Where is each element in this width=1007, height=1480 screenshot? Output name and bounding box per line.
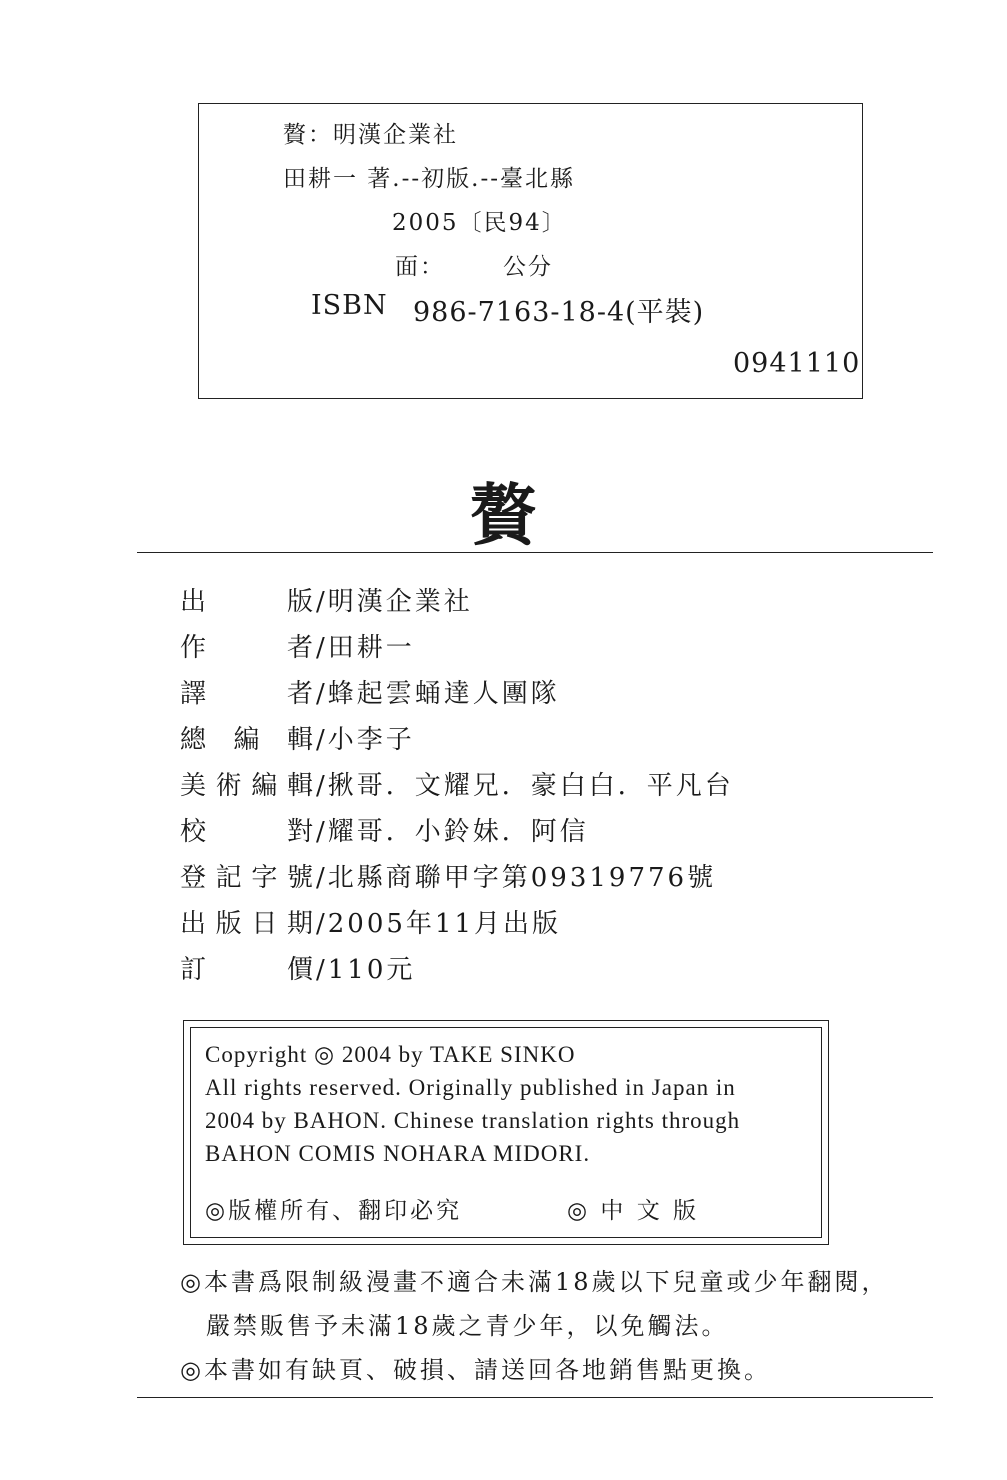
credit-row-chief-editor: 總編輯/小李子 bbox=[180, 725, 415, 755]
credit-value: 耀哥．小鈴妹．阿信 bbox=[327, 817, 589, 847]
credit-label: 訂價 bbox=[180, 955, 316, 985]
credit-row-publisher: 出版/明漢企業社 bbox=[180, 587, 473, 617]
credit-label: 出版日期 bbox=[180, 909, 316, 939]
replacement-notice: ◎本書如有缺頁、破損、請送回各地銷售點更換。 bbox=[180, 1356, 771, 1384]
credit-row-author: 作者/田耕一 bbox=[180, 633, 415, 663]
credit-value: 明漢企業社 bbox=[327, 587, 473, 617]
credit-value: 蜂起雲蛹達人團隊 bbox=[327, 679, 560, 709]
credit-row-translator: 譯者/蜂起雲蛹達人團隊 bbox=[180, 679, 560, 709]
copyright-line: 2004 by BAHON. Chinese translation rights through bbox=[205, 1108, 741, 1133]
cip-catalog-code: 0941110 bbox=[733, 348, 861, 379]
credit-row-registration: 登記字號/北縣商聯甲字第09319776號 bbox=[180, 863, 717, 893]
credit-value: 北縣商聯甲字第09319776號 bbox=[327, 863, 717, 893]
credit-row-art-editor: 美術編輯/揪哥．文耀兄．豪白白．平凡台 bbox=[180, 771, 734, 801]
rights-reserved-note: ◎版權所有、翻印必究 bbox=[205, 1198, 463, 1224]
book-title: 贅 bbox=[470, 476, 537, 554]
credit-label: 出版 bbox=[180, 587, 316, 617]
credit-value: 小李子 bbox=[327, 725, 415, 755]
copyright-line: All rights reserved. Originally published in Japan in bbox=[205, 1075, 736, 1100]
credit-value: 田耕一 bbox=[327, 633, 415, 663]
cip-pages-label: 面： bbox=[395, 254, 445, 280]
copyright-line: Copyright ◎ 2004 by TAKE SINKO bbox=[205, 1042, 576, 1067]
cip-isbn-value: 986-7163-18-4(平裝) bbox=[413, 297, 705, 328]
copyright-inner-frame bbox=[190, 1027, 822, 1238]
age-restriction-notice: ◎本書爲限制級漫畫不適合未滿18歲以下兒童或少年翻閱， bbox=[180, 1268, 889, 1296]
age-restriction-notice-cont: 嚴禁販售予未滿18歲之青少年，以免觸法。 bbox=[206, 1312, 729, 1340]
credit-row-price: 訂價/110元 bbox=[180, 955, 416, 985]
cip-year-line: 2005〔民94〕 bbox=[392, 210, 567, 236]
credit-value: 2005年11月出版 bbox=[327, 909, 562, 939]
cip-isbn-label: ISBN bbox=[311, 290, 388, 321]
credit-label: 譯者 bbox=[180, 679, 316, 709]
credit-label: 作者 bbox=[180, 633, 316, 663]
bottom-divider bbox=[137, 1397, 933, 1398]
credit-label: 登記字號 bbox=[180, 863, 316, 893]
credit-label: 美術編輯 bbox=[180, 771, 316, 801]
title-divider bbox=[137, 552, 933, 553]
credit-value: 110元 bbox=[327, 955, 416, 985]
chinese-edition-note: ◎ 中 文 版 bbox=[567, 1198, 700, 1224]
cip-title-line: 贅：明漢企業社 bbox=[283, 122, 458, 148]
cip-size-label: 公分 bbox=[503, 254, 553, 280]
cip-author-line: 田耕一 著.--初版.--臺北縣 bbox=[283, 166, 576, 192]
credit-label: 總編輯 bbox=[180, 725, 316, 755]
cip-record-box bbox=[198, 103, 863, 399]
credit-label: 校對 bbox=[180, 817, 316, 847]
credit-row-proofreader: 校對/耀哥．小鈴妹．阿信 bbox=[180, 817, 589, 847]
copyright-box bbox=[183, 1020, 829, 1245]
copyright-line: BAHON COMIS NOHARA MIDORI. bbox=[205, 1141, 591, 1166]
credit-row-publish-date: 出版日期/2005年11月出版 bbox=[180, 909, 562, 939]
credit-value: 揪哥．文耀兄．豪白白．平凡台 bbox=[327, 771, 734, 801]
